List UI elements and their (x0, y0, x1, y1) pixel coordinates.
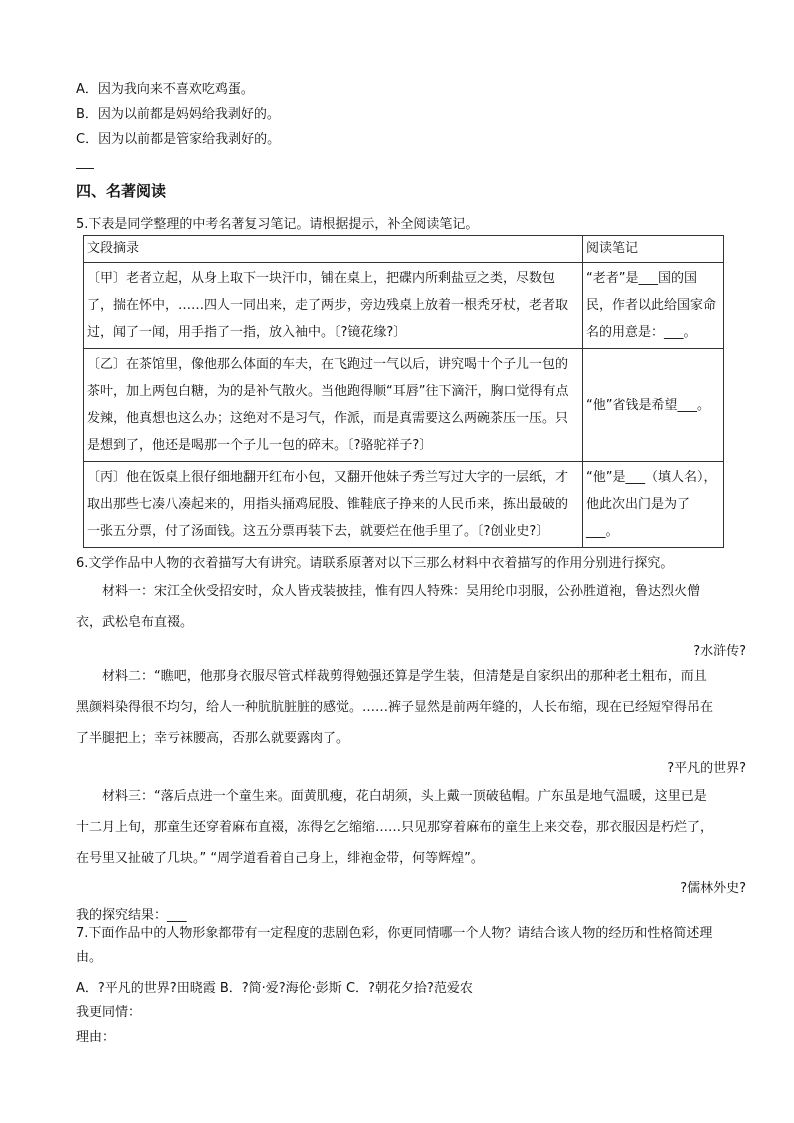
sympathy-label: 我更同情： (76, 1005, 142, 1020)
question-5-prompt: 5.下表是同学整理的中考名著复习笔记。请根据提示，补全阅读笔记。 (76, 217, 479, 232)
exploration-result: 我的探究结果：___ (76, 908, 187, 923)
table-row (84, 349, 724, 462)
excerpt-bing: 〔丙〕他在饭桌上很仔细地翻开红布小包，又翻开他妹子秀兰写过大字的一层纸，才取出那些七凑八凑起来的，用指头捅鸡屁股、锥鞋底子挣来的人民币来，拣出最破的一张五分票，付了汤面钱。这五分票再装下去，就要烂在他手里了。〔?创业史?〕 (84, 462, 583, 548)
section-title: 四、名著阅读 (76, 182, 167, 200)
short-divider (76, 168, 94, 169)
source-2: ?平凡的世界? (667, 761, 746, 776)
material-3: 材料三：“落后点进一个童生来。面黄肌瘦，花白胡须，头上戴一顶破毡帽。广东虽是地气温暖，这里已是十二月上旬，那童生还穿着麻布直裰，冻得乞乞缩缩……只见那穿着麻布的童生上来交卷，那衣服因是朽烂了，在号里又扯破了几块。” “周学道看着自己身上，绯袍金带，何等辉煌”。 (76, 789, 714, 866)
note-jia: “老者”是___国的国民，作者以此给国家命名的用意是：___。 (583, 263, 724, 349)
header-notes: 阅读笔记 (583, 236, 724, 263)
reason-label: 理由： (76, 1030, 116, 1045)
reading-notes-table (83, 235, 724, 548)
excerpt-yi: 〔乙〕在茶馆里，像他那么体面的车夫，在飞跑过一气以后，讲究喝十个子儿一包的茶叶，加上两包白糖，为的是补气散火。当他跑得顺“耳唇”往下滴汗，胸口觉得有点发辣，他真想也这么办；这绝对不是习气，作派，而是真需要这么两碗茶压一压。只是想到了，他还是喝那一个子儿一包的碎末。〔?骆驼祥子?〕 (84, 349, 583, 462)
option-c: C．因为以前都是管家给我剥好的。 (76, 132, 281, 147)
header-excerpt: 文段摘录 (84, 236, 583, 263)
option-b: B．因为以前都是妈妈给我剥好的。 (76, 107, 280, 122)
note-yi: “他”省钱是希望___。 (583, 349, 724, 462)
table-row (84, 462, 724, 548)
question-7-options: A．?平凡的世界?田晓霞 B．?简·爱?海伦·彭斯 C．?朝花夕拾?范爱农 (76, 981, 473, 996)
excerpt-jia: 〔甲〕老者立起，从身上取下一块汗巾，铺在桌上，把碟内所剩盐豆之类，尽数包了，揣在怀中，……四人一同出来，走了两步，旁边残桌上放着一根秃牙杖，老者取过，闻了一闻，用手指了一指，放入袖中。〔?镜花缘?〕 (84, 263, 583, 349)
material-2: 材料二：“瞧吧，他那身衣服尽管式样裁剪得勉强还算是学生装，但清楚是自家织出的那种老土粗布，而且黑颜料染得很不均匀，给人一种肮肮脏脏的感觉。……裤子显然是前两年缝的，人长布缩，现在已经短窄得吊在了半腿把上；幸亏袜腰高，否那么就要露肉了。 (76, 669, 714, 746)
option-a: A．因为我向来不喜欢吃鸡蛋。 (76, 82, 254, 97)
question-7-prompt: 7.下面作品中的人物形象都带有一定程度的悲剧色彩，你更同情哪一个人物？请结合该人物的经历和性格简述理由。 (76, 926, 713, 965)
source-3: ?儒林外史? (680, 881, 746, 896)
material-1: 材料一：宋江全伙受招安时，众人皆戎装披挂，惟有四人特殊：吴用纶巾羽服，公孙胜道袍，鲁达烈火僧衣，武松皂布直裰。 (76, 584, 701, 630)
table-header-row (84, 236, 724, 263)
question-6-prompt: 6.文学作品中人物的衣着描写大有讲究。请联系原著对以下三那么材料中衣着描写的作用分别进行探究。 (76, 556, 674, 571)
table-row (84, 263, 724, 349)
note-bing: “他”是___（填人名），他此次出门是为了___。 (583, 462, 724, 548)
source-1: ?水浒传? (693, 644, 746, 659)
